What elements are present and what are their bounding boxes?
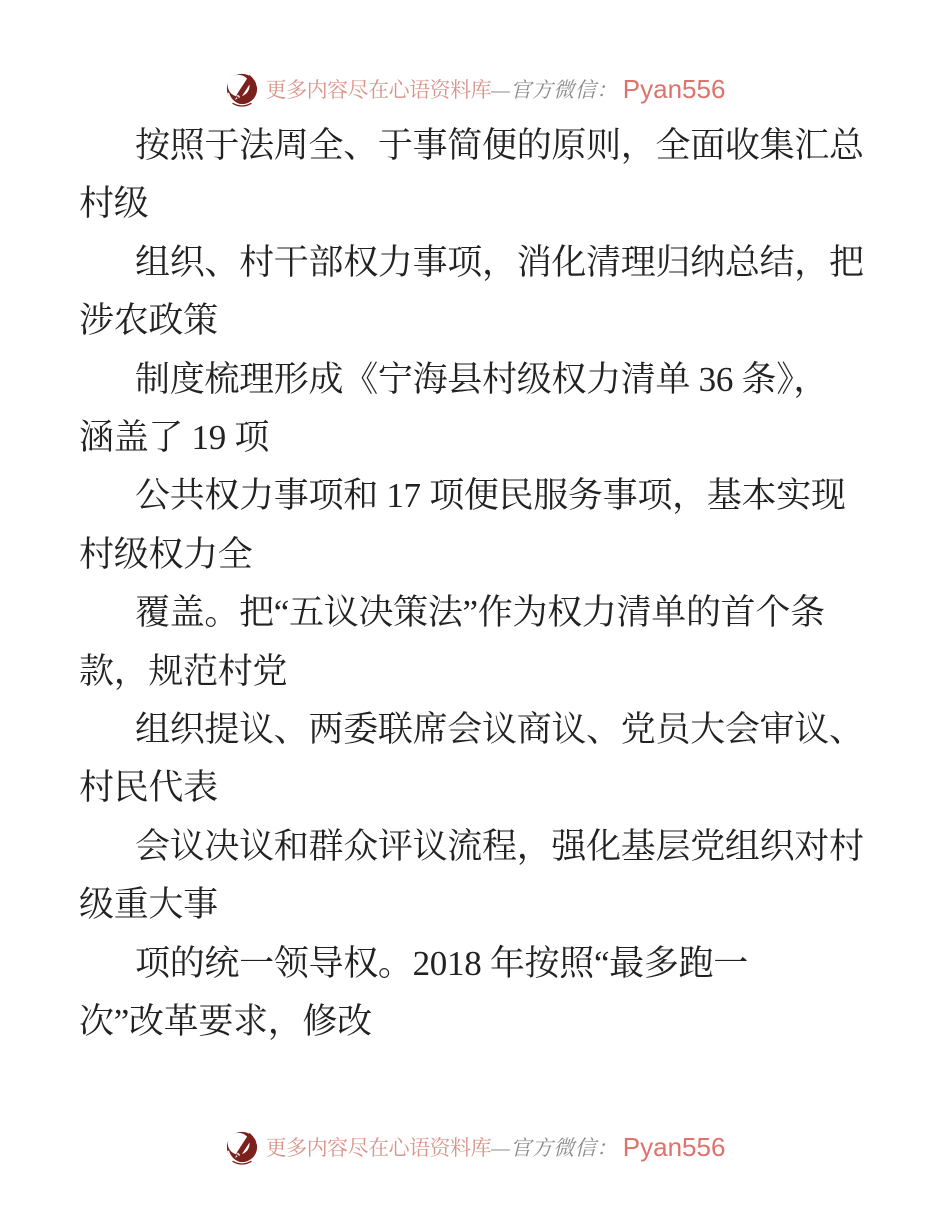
text-line: 会议决议和群众评议流程，强化基层党组织对村 <box>135 826 864 866</box>
text-line: 村民代表 <box>79 768 218 808</box>
text-line: 村级权力全 <box>79 534 253 574</box>
pen-swirl-logo-icon <box>225 70 259 108</box>
watermark-wechat-id: Pyan556 <box>622 73 726 104</box>
text-line: 款，规范村党 <box>79 651 288 691</box>
text-line: 次”改革要求，修改 <box>79 1002 372 1042</box>
text-line: 涉农政策 <box>79 301 218 341</box>
text-line: 覆盖。把“五议决策法”作为权力清单的首个条 <box>135 593 825 633</box>
text-line: 公共权力事项和 17 项便民服务事项，基本实现 <box>135 476 846 516</box>
watermark-channel-label: —官方微信： <box>491 78 618 102</box>
watermark-brand-text: 更多内容尽在心语资料库 <box>265 78 492 102</box>
text-line: 村级 <box>79 184 149 224</box>
text-line: 组织提议、两委联席会议商议、党员大会审议、 <box>135 710 864 750</box>
watermark-header <box>0 68 950 110</box>
watermark-channel-label: —官方微信： <box>491 1136 618 1160</box>
watermark-brand-text: 更多内容尽在心语资料库 <box>265 1136 492 1160</box>
watermark-wechat-id: Pyan556 <box>622 1131 726 1162</box>
text-line: 按照于法周全、于事简便的原则，全面收集汇总 <box>135 126 864 165</box>
watermark-footer <box>0 1126 950 1168</box>
document-body <box>79 117 879 1052</box>
text-line: 项的统一领导权。2018 年按照“最多跑一 <box>135 943 748 983</box>
text-line: 级重大事 <box>79 885 218 925</box>
text-line: 组织、村干部权力事项，消化清理归纳总结，把 <box>135 242 864 282</box>
text-line: 涵盖了 19 项 <box>79 418 270 458</box>
text-line: 制度梳理形成《宁海县村级权力清单 36 条》， <box>135 359 829 399</box>
pen-swirl-logo-icon <box>225 1128 259 1166</box>
